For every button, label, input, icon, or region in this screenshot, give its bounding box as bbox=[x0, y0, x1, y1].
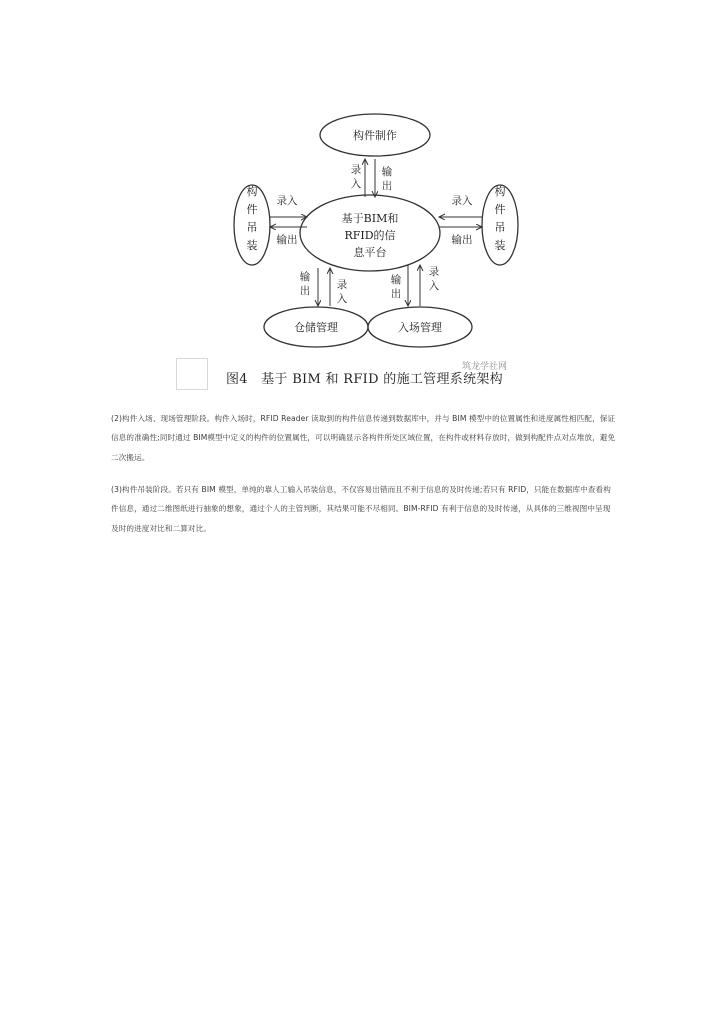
edge-bl-output-label-2: 出 bbox=[299, 285, 311, 297]
edge-bl-input-label-1: 录 bbox=[336, 279, 348, 291]
edge-br-input-label-2: 入 bbox=[428, 280, 440, 292]
node-bottom-left-label: 仓储管理 bbox=[294, 321, 338, 334]
node-left-label-4: 装 bbox=[246, 239, 258, 252]
architecture-diagram bbox=[230, 105, 530, 350]
node-center-label-2: RFID的信 bbox=[344, 229, 396, 242]
edge-top-output-label-2: 出 bbox=[381, 180, 393, 192]
edge-left-output-label: 输出 bbox=[276, 234, 298, 246]
image-placeholder bbox=[176, 358, 208, 390]
node-right-label-3: 吊 bbox=[494, 221, 506, 234]
edge-left-input-label: 录入 bbox=[276, 195, 298, 207]
edge-top-input-label-2: 入 bbox=[350, 178, 362, 190]
node-bottom-right-label: 入场管理 bbox=[398, 321, 442, 334]
edge-br-input-label-1: 录 bbox=[428, 266, 440, 278]
node-right-label-2: 件 bbox=[494, 203, 506, 216]
edge-top-input-label-1: 录 bbox=[350, 164, 362, 176]
edge-br-output-label-2: 出 bbox=[390, 288, 402, 300]
node-top-label: 构件制作 bbox=[353, 129, 397, 142]
figure-caption: 图4 基于 BIM 和 RFID 的施工管理系统架构 bbox=[226, 372, 503, 387]
node-left-label-3: 吊 bbox=[246, 221, 258, 234]
edge-top-output-label-1: 输 bbox=[381, 166, 393, 178]
paragraph-component-entry: (2)构件入场、现场管理阶段。构件入场时，RFID Reader 读取到的构件信息传递到数据库中，并与 BIM 模型中的位置属性和进度属性相匹配，保证信息的准确性;同时通过 BIM模型中定义的构件的位置属性，可以明确显示各构件所处区域位置，在构件或材料存放时，做到构配件点对点堆放，避免二次搬运。 bbox=[111, 413, 616, 462]
node-center-label-3: 息平台 bbox=[353, 246, 387, 259]
edge-br-output-label-1: 输 bbox=[390, 274, 402, 286]
watermark: 筑龙学社网 bbox=[462, 362, 508, 372]
edge-right-input-label: 录入 bbox=[451, 195, 473, 207]
node-center-label-1: 基于BIM和 bbox=[341, 212, 399, 225]
node-left-label-1: 构 bbox=[246, 185, 258, 198]
node-right-label-4: 装 bbox=[494, 239, 506, 252]
node-right-label-1: 构 bbox=[494, 185, 506, 198]
edge-bl-input-label-2: 入 bbox=[336, 293, 348, 305]
edge-bl-output-label-1: 输 bbox=[299, 271, 311, 283]
node-left-label-2: 件 bbox=[246, 203, 258, 216]
edge-right-output-label: 输出 bbox=[451, 234, 473, 246]
paragraph-component-hoisting: (3)构件吊装阶段。若只有 BIM 模型，单纯的靠人工输入吊装信息，不仅容易出错而且不利于信息的及时传递;若只有 RFID，只能在数据库中查看构件信息，通过二维图纸进行抽象的想象，通过个人的主管判断，其结果可能不尽相同。BIM-RFID 有利于信息的及时传递，从具体的三维视图中呈现及时的进度对比和二算对比。 bbox=[111, 484, 611, 533]
